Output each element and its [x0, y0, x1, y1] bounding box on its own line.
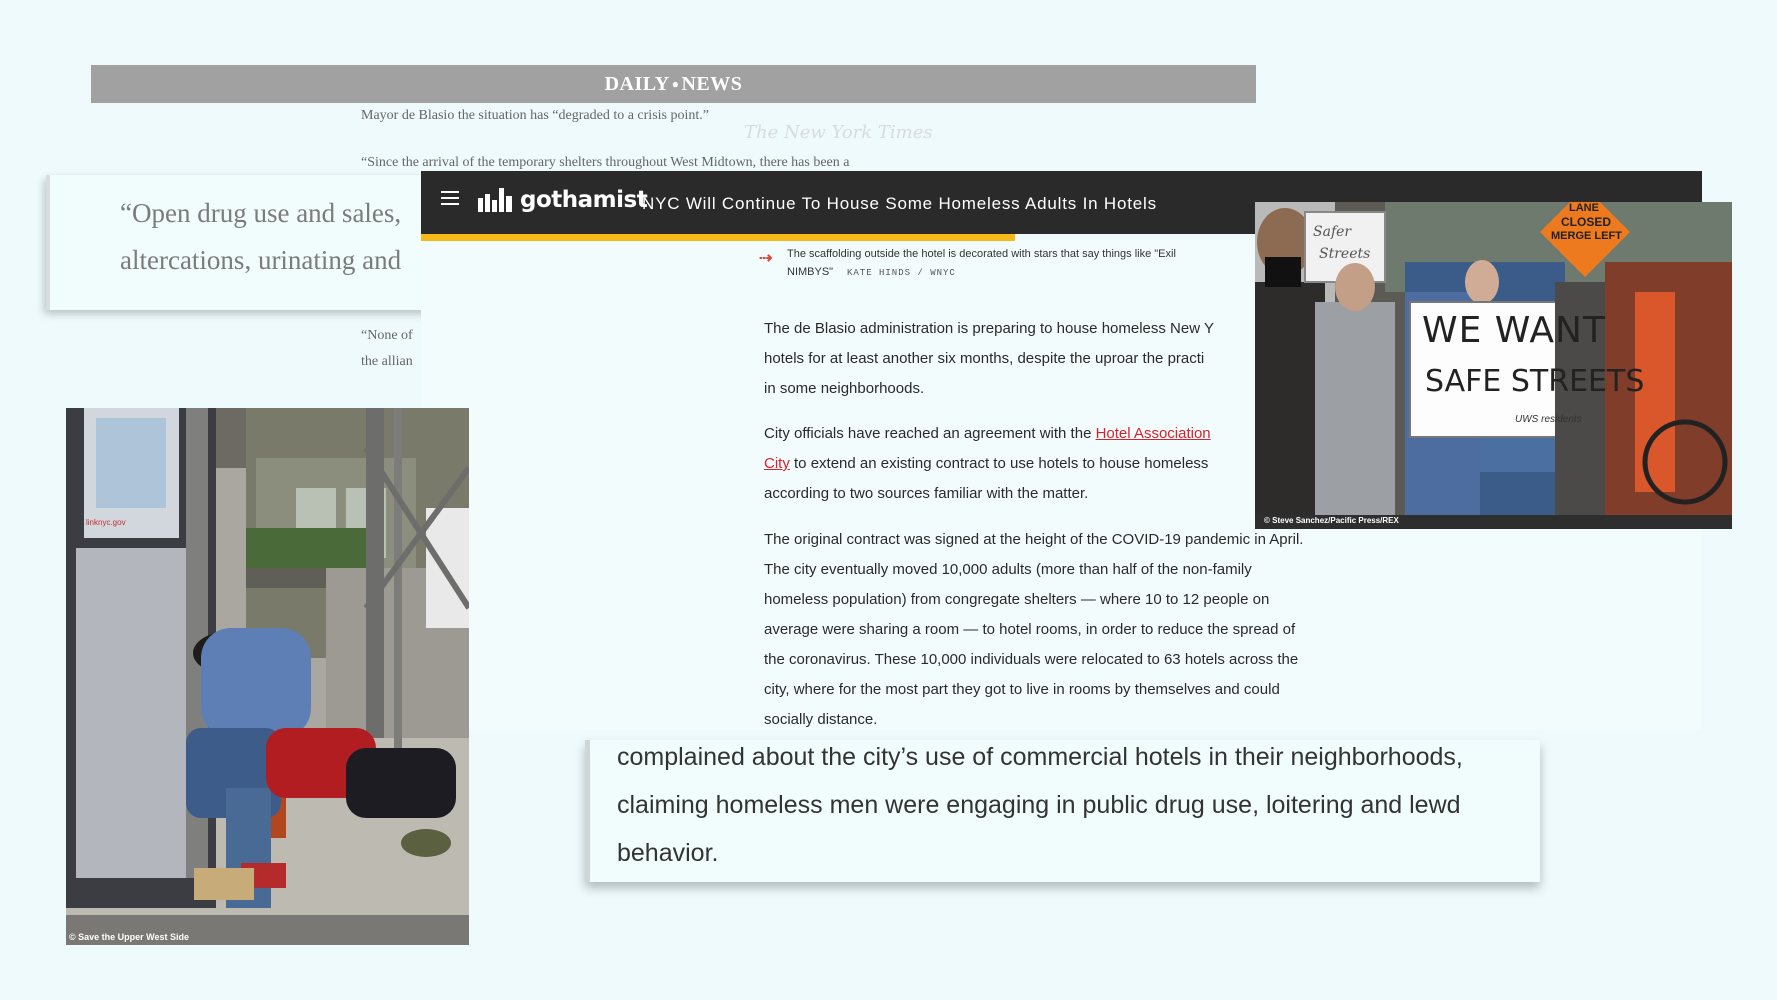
daily-news-none-line-1: “None of	[361, 328, 413, 343]
daily-news-logo-right: NEWS	[681, 72, 743, 95]
pull-quote-line-1: “Open drug use and sales,	[120, 198, 402, 228]
article-para2-line1	[764, 425, 1211, 442]
caption-arrow-icon: ⇢	[759, 250, 773, 267]
bottom-quote-line-2: claiming homeless men were engaging in public drug use, loitering and lewd	[617, 791, 1461, 819]
small-sign-line-1: Safer	[1313, 224, 1352, 240]
hotel-association-link-cont[interactable]: City	[764, 455, 790, 472]
daily-news-logo	[91, 65, 1256, 103]
photo-caption-continued: NIMBYS"	[787, 266, 834, 278]
article-para3-line4: average were sharing a room — to hotel rooms, in order to reduce the spread of	[764, 621, 1296, 638]
photo-caption: The scaffolding outside the hotel is decorated with stars that say things like "Exil	[787, 248, 1176, 260]
bottom-quote-card	[585, 740, 1540, 882]
main-sign-line-1: WE WANT	[1422, 310, 1606, 351]
article-para3-line6: city, where for the most part they got to live in rooms by themselves and could	[764, 681, 1280, 698]
road-sign-line-2: CLOSED	[1561, 215, 1612, 229]
main-sign-line-2: SAFE STREETS	[1425, 364, 1645, 399]
daily-news-none-line-2: the allian	[361, 354, 413, 369]
article-para2-line2	[764, 455, 1208, 472]
main-sign-subtext: UWS residents	[1515, 414, 1582, 425]
article-para3-line3: homeless population) from congregate shelters — where 10 to 12 people on	[764, 591, 1270, 608]
article-para1-line1: The de Blasio administration is preparing to house homeless New Y	[764, 320, 1214, 337]
photo-left-illustration	[66, 408, 469, 945]
reading-progress-bar	[421, 234, 1015, 241]
article-para3-line7: socially distance.	[764, 711, 878, 728]
daily-news-header-bar	[91, 65, 1256, 103]
photo-left-credit: © Save the Upper West Side	[69, 932, 190, 942]
article-para2-line3: according to two sources familiar with the matter.	[764, 485, 1089, 502]
gothamist-logo[interactable]: gothamist	[520, 187, 648, 213]
article-para3-line5: the coronavirus. These 10,000 individuals were relocated to 63 hotels across the	[764, 651, 1299, 668]
daily-news-line-2: “Since the arrival of the temporary shelters throughout West Midtown, there has been a	[361, 155, 850, 170]
photo-right-credit: © Steve Sanchez/Pacific Press/REX	[1264, 516, 1399, 525]
hotel-association-link[interactable]: Hotel Association	[1095, 425, 1211, 442]
photo-man-on-sidewalk	[66, 408, 469, 945]
road-sign-line-1: LANE	[1569, 202, 1599, 214]
daily-news-logo-dot: ●	[671, 76, 680, 91]
pull-quote-line-2: altercations, urinating and	[120, 245, 402, 275]
article-para2-mid: to extend an existing contract to use hotels to house homeless	[789, 455, 1209, 472]
gothamist-skyline-icon	[478, 186, 514, 212]
bottom-quote-line-1: complained about the city’s use of commercial hotels in their neighborhoods,	[617, 743, 1463, 771]
article-para1-line2: hotels for at least another six months, despite the uproar the practi	[764, 350, 1205, 367]
article-para2-text: City officials have reached an agreement with the	[764, 425, 1096, 442]
article-para1-line3: in some neighborhoods.	[764, 380, 925, 397]
pull-quote-card	[46, 175, 450, 310]
photo-protest-safe-streets	[1255, 202, 1732, 529]
article-para3-line2: The city eventually moved 10,000 adults (more than half of the non-family	[764, 561, 1252, 578]
daily-news-line-1: Mayor de Blasio the situation has “degraded to a crisis point.”	[361, 108, 709, 123]
road-sign-line-3: MERGE LEFT	[1551, 230, 1622, 242]
hamburger-menu-icon[interactable]	[441, 191, 459, 205]
daily-news-logo-left: DAILY	[604, 72, 670, 95]
article-para3-line1: The original contract was signed at the height of the COVID-19 pandemic in April.	[764, 531, 1304, 548]
kiosk-sign-text: linknyc.gov	[86, 518, 126, 527]
photo-caption-credit: KATE HINDS / WNYC	[847, 268, 956, 278]
article-title: NYC Will Continue To House Some Homeless Adults In Hotels	[642, 194, 1157, 213]
bottom-quote-line-3: behavior.	[617, 839, 719, 867]
small-sign-line-2: Streets	[1319, 246, 1371, 262]
nyt-logo: The New York Times	[744, 122, 933, 143]
